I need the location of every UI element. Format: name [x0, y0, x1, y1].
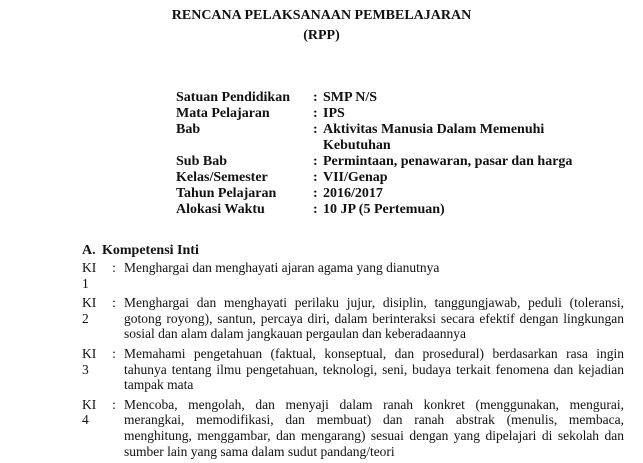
info-colon: : [313, 202, 318, 217]
info-value: Permintaan, penawaran, pasar dan harga [323, 154, 573, 169]
info-value: 2016/2017 [323, 186, 383, 201]
info-row [176, 154, 616, 170]
ki-text: Mencoba, mengolah, dan menyaji dalam ranah konkret (menggunakan, mengurai, merangkai, memodifikasi, dan membuat) dan ranah abstrak (menulis, membaca, menghitung, menggambar, dan mengarang) sesuai dengan yang dipelajari di sekolah dan sumber lain yang sama dalam sudut pandang/teori [124, 396, 624, 459]
ki-label: KI 3 [82, 345, 97, 377]
ki-label: KI 2 [82, 295, 97, 326]
info-label: Alokasi Waktu [176, 202, 265, 217]
section-heading [82, 243, 199, 259]
ki-item [82, 397, 624, 459]
info-colon: : [313, 154, 318, 169]
info-row [176, 90, 616, 106]
info-colon: : [313, 170, 318, 185]
ki-colon: : [112, 345, 116, 361]
info-value: 10 JP (5 Pertemuan) [323, 202, 445, 217]
info-label: Bab [176, 122, 201, 137]
info-row [176, 202, 616, 218]
info-colon: : [313, 90, 318, 105]
info-label: Satuan Pendidikan [176, 90, 290, 105]
info-label: Sub Bab [176, 154, 227, 169]
info-row [176, 122, 616, 154]
ki-item [82, 260, 624, 291]
info-value: Aktivitas Manusia Dalam Memenuhi Kebutuhan [323, 122, 545, 153]
ki-text: Menghargai dan menghayati ajaran agama yang dianutnya [124, 260, 440, 275]
ki-item [82, 346, 624, 393]
kompetensi-inti-list [82, 260, 624, 463]
identity-table [176, 90, 616, 218]
section-title: Kompetensi Inti [102, 243, 199, 258]
info-value: VII/Genap [323, 170, 388, 185]
info-value: SMP N/S [323, 90, 378, 105]
document-title: RENCANA PELAKSANAAN PEMBELAJARAN [171, 8, 472, 23]
ki-colon: : [112, 295, 116, 311]
ki-label: KI 1 [82, 260, 97, 291]
info-row [176, 106, 616, 122]
info-colon: : [313, 106, 318, 121]
section-number: A. [82, 243, 96, 258]
info-colon: : [313, 186, 318, 201]
info-row [176, 186, 616, 202]
info-label: Kelas/Semester [176, 170, 268, 185]
info-label: Tahun Pelajaran [176, 186, 277, 201]
ki-label: KI 4 [82, 396, 97, 428]
document-subtitle: (RPP) [303, 28, 340, 43]
ki-text: Memahami pengetahuan (faktual, konseptual, dan prosedural) berdasarkan rasa ingin tahunya tentang ilmu pengetahuan, teknologi, seni, budaya terkait fenomena dan kejadian tampak mata [124, 345, 624, 393]
info-value: IPS [323, 106, 345, 121]
ki-text: Menghargai dan menghayati perilaku jujur, disiplin, tanggungjawab, peduli (toleransi, gotong royong), santun, percaya diri, dalam berinteraksi secara efektif dengan lingkungan sosial dan alam dalam jangkauan pergaulan dan keberadaannya [124, 295, 624, 342]
ki-colon: : [112, 396, 116, 412]
info-colon: : [313, 122, 318, 137]
info-row [176, 170, 616, 186]
info-label: Mata Pelajaran [176, 106, 270, 121]
ki-item [82, 295, 624, 342]
ki-colon: : [112, 260, 116, 275]
